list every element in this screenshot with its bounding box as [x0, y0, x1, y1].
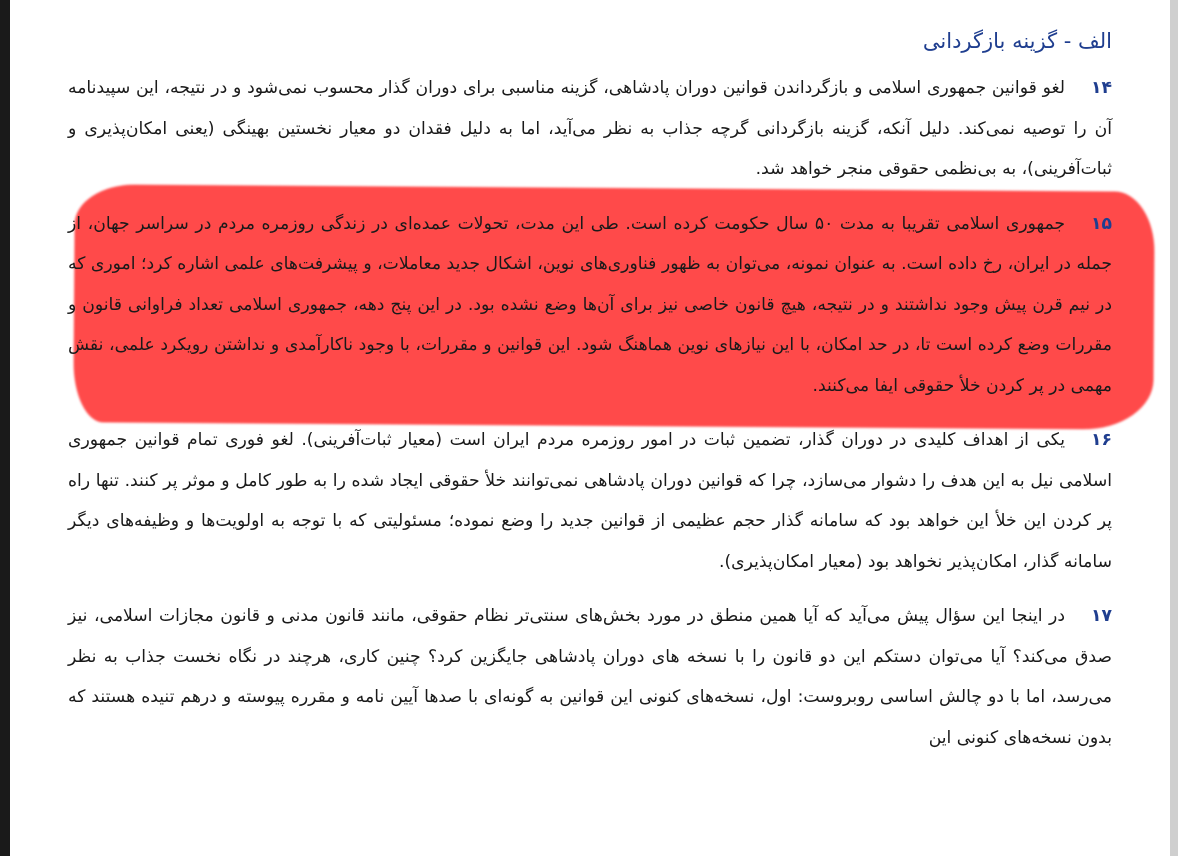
paragraph-text: در اینجا این سؤال پیش می‌آید که آیا همین منطق در مورد بخش‌های سنتی‌تر نظام حقوقی، مانند قانون مدنی و قانون مجازات اسلامی، نیز صدق می‌کند؟ آیا می‌توان دستکم این دو قانون را با نسخه های دوران پادشاهی جایگزین کرد؟ چنین کاری، هرچند در نگاه نخست جذاب به نظر می‌رسد، اما با دو چالش اساسی روبروست: اول، نسخه‌های کنونی این قوانین به گونه‌ای با صدها آیین نامه و مقرره پیوسته و درهم تنیده هستند که بدون نسخه‌های کنونی این	[68, 606, 1112, 748]
paragraph-text: لغو قوانین جمهوری اسلامی و بازگرداندن قوانین دوران پادشاهی، گزینه مناسبی برای دوران گذار محسوب نمی‌شود و در نتیجه، این سپیدنامه آن را توصیه نمی‌کند. دلیل آنکه، گزینه بازگردانی گرچه جذاب به نظر می‌آید، اما به دلیل فقدان دو معیار نخستین بهینگی (یعنی امکان‌پذیری و ثبات‌آفرینی)، به بی‌نظمی حقوقی منجر خواهد شد.	[68, 78, 1112, 179]
document-content	[68, 18, 1112, 772]
paragraph-number: ۱۵	[1091, 213, 1112, 234]
paragraph-text: جمهوری اسلامی تقریبا به مدت ۵۰ سال حکومت کرده است. طی این مدت، تحولات عمده‌ای در زندگی روزمره مردم در سراسر جهان، از جمله در ایران، رخ داده است. به عنوان نمونه، می‌توان به ظهور فناوری‌های نوین، اشکال جدید معاملات، و پیشرفت‌های علمی اشاره کرد؛ اموری که در نیم قرن پیش وجود نداشتند و در نتیجه، هیچ قانون خاصی نیز برای آن‌ها وضع نشده بود. در این پنج دهه، جمهوری اسلامی تعداد فراوانی قانون و مقررات وضع کرده است تا، در حد امکان، با این نیازهای نوین هماهنگ شود. این قوانین و مقررات، با وجود ناکارآمدی و نداشتن رویکرد علمی، نقش مهمی در پر کردن خلأ حقوقی ایفا می‌کنند.	[68, 213, 1112, 396]
paragraph-17	[68, 596, 1112, 758]
document-page	[10, 0, 1170, 856]
paragraph-number: ۱۷	[1091, 606, 1112, 626]
paragraph-16	[68, 420, 1112, 582]
paragraph-14	[68, 68, 1112, 190]
paragraph-number: ۱۴	[1091, 78, 1112, 98]
paragraph-text: یکی از اهداف کلیدی در دوران گذار، تضمین ثبات در امور روزمره مردم ایران است (معیار ثبات‌آفرینی). لغو فوری تمام قوانین جمهوری اسلامی نیل به این هدف را دشوار می‌سازد، چرا که قوانین دوران پادشاهی نمی‌توانند خلأ حقوقی ایجاد شده را به طور کامل و موثر پر کنند. تنها راه پر کردن این خلأ این خواهد بود که سامانه گذار حجم عظیمی از قوانین جدید را وضع نموده؛ مسئولیتی که با توجه به اولویت‌ها و وظیفه‌های دیگر سامانه گذار، امکان‌پذیر نخواهد بود (معیار امکان‌پذیری).	[68, 430, 1112, 572]
right-edge-strip	[1170, 0, 1178, 856]
paragraph-15	[68, 204, 1112, 407]
paragraph-number: ۱۶	[1091, 430, 1112, 450]
section-heading: الف - گزینه بازگردانی	[922, 29, 1112, 53]
left-edge-strip	[0, 0, 10, 856]
